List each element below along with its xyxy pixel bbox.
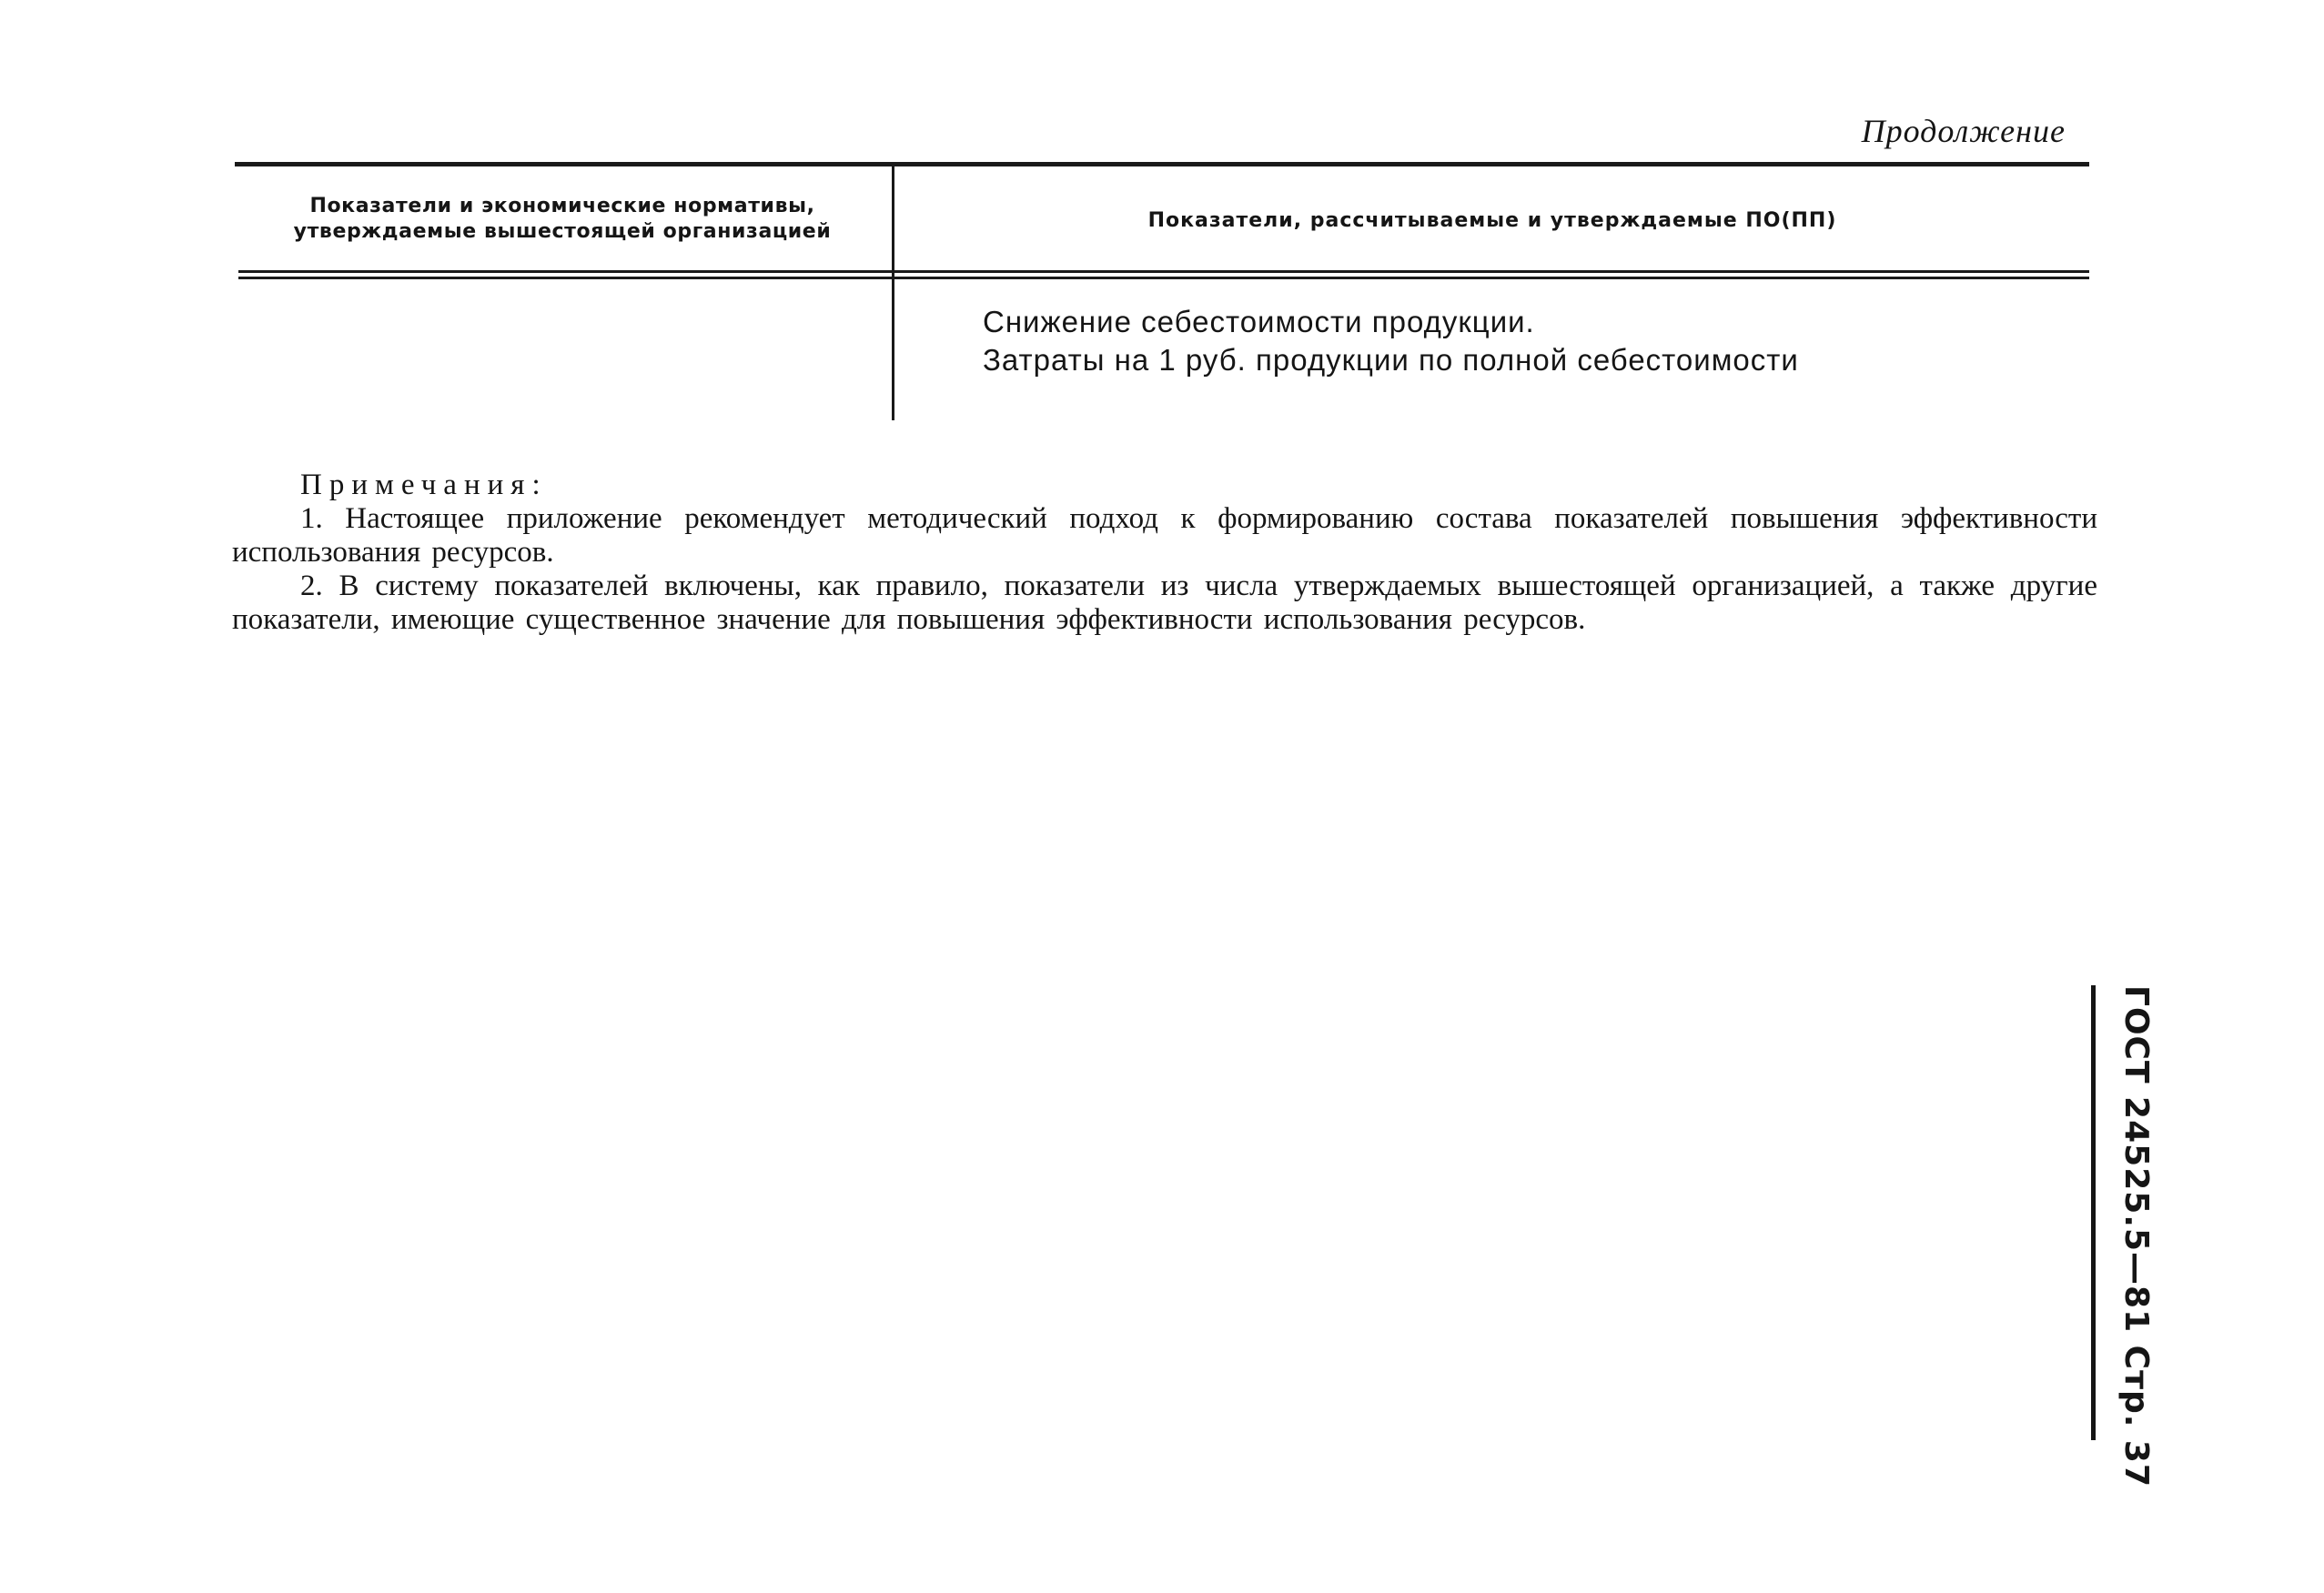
notes-section	[232, 469, 2097, 637]
note-item: 1. Настоящее приложение рекомендует методический подход к формированию состава показателей повышения эффективности использования ресурсов.	[232, 502, 2097, 569]
column-header-enterprise-indicators: Показатели, рассчитываемые и утверждаемые ПО(ПП)	[1147, 209, 1837, 232]
header-bottom-rule-second	[238, 277, 2089, 279]
continuation-label: Продолжение	[1861, 113, 2066, 149]
table-cell-line: Затраты на 1 руб. продукции по полной себестоимости	[983, 343, 1799, 377]
page-stamp	[2091, 985, 2171, 1488]
table-row	[983, 303, 2111, 379]
header-bottom-rule	[238, 270, 2089, 273]
table-top-rule	[235, 162, 2089, 166]
note-item: 2. В систему показателей включены, как правило, показатели из числа утверждаемых вышестоящей организацией, а также другие показатели, имеющие существенное значение для повышения эффективности использования ресурсов.	[232, 570, 2097, 636]
column-divider	[892, 164, 894, 420]
notes-title: Примечания:	[300, 469, 548, 501]
stamp-rule	[2091, 985, 2096, 1440]
standard-page-reference: ГОСТ 24525.5—81 Стр. 37	[2117, 985, 2155, 1488]
column-header-superior-indicators: Показатели и экономические нормативы, утверждаемые вышестоящей организацией	[293, 195, 832, 243]
table-cell-line: Снижение себестоимости продукции.	[983, 305, 1535, 338]
